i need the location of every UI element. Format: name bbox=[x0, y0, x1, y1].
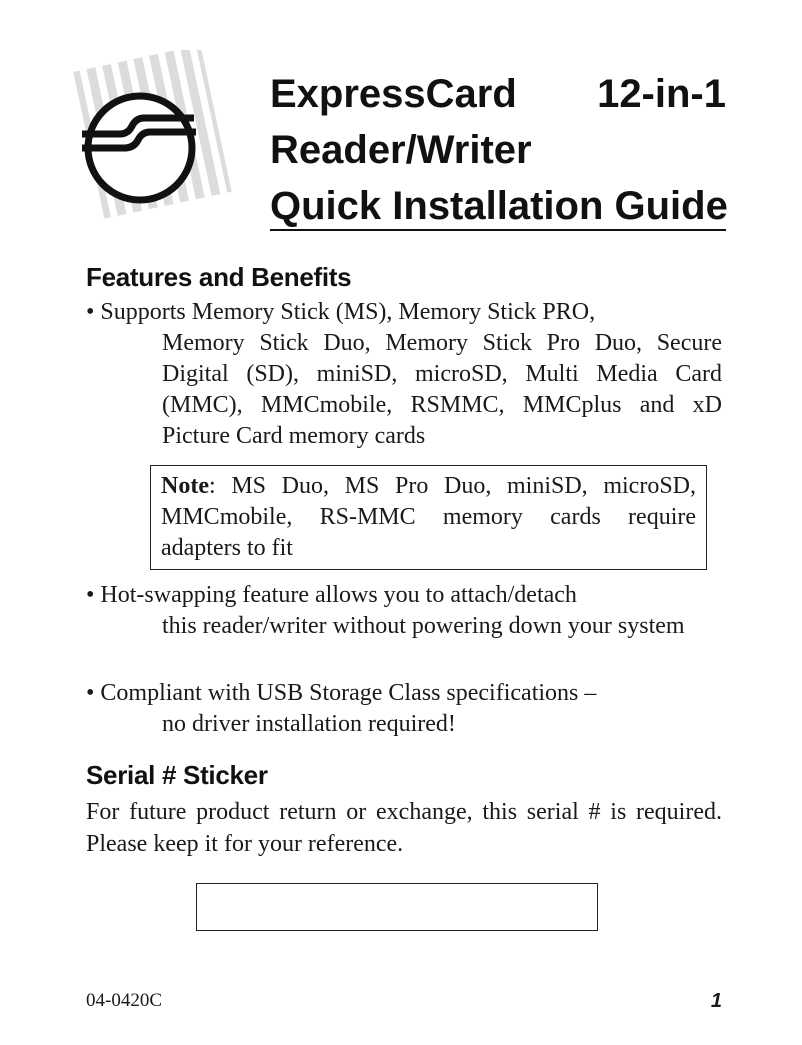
serial-sticker-box bbox=[196, 883, 598, 931]
feature-bullet-1-first-line: • Supports Memory Stick (MS), Memory Stick PRO, bbox=[86, 299, 596, 325]
feature-bullet-3-first-line: • Compliant with USB Storage Class specifications – bbox=[86, 680, 597, 706]
features-heading: Features and Benefits bbox=[86, 262, 352, 292]
title-line-1: ExpressCard 12-in-1 bbox=[270, 72, 726, 116]
feature-bullet-2 bbox=[86, 580, 722, 642]
title-block bbox=[270, 66, 726, 234]
note-box bbox=[150, 465, 707, 570]
serial-heading: Serial # Sticker bbox=[86, 760, 268, 790]
title-divider bbox=[270, 229, 726, 231]
note-label: Note bbox=[161, 473, 209, 499]
feature-bullet-2-first-line: • Hot-swapping feature allows you to attach/detach bbox=[86, 582, 577, 608]
page-number: 1 bbox=[710, 990, 722, 1012]
feature-bullet-3 bbox=[86, 678, 722, 740]
feature-bullet-1-continuation: Memory Stick Duo, Memory Stick Pro Duo, Secure Digital (SD), miniSD, microSD, Multi Media Card (MMC), MMCmobile, RSMMC, MMCplus and xD Picture Card memory cards bbox=[162, 330, 722, 449]
title-line-2: Reader/Writer bbox=[270, 128, 532, 172]
title-line-3: Quick Installation Guide bbox=[270, 184, 728, 228]
serial-paragraph: For future product return or exchange, this serial # is required. Please keep it for your reference. bbox=[86, 799, 722, 857]
feature-bullet-2-continuation: this reader/writer without powering down your system bbox=[162, 613, 685, 639]
note-text: : MS Duo, MS Pro Duo, miniSD, microSD, MMCmobile, RS-MMC memory cards require adapters to fit bbox=[161, 473, 696, 561]
document-code: 04-0420C bbox=[86, 990, 162, 1011]
siig-logo-icon bbox=[62, 50, 232, 220]
feature-bullet-1 bbox=[86, 297, 722, 452]
feature-bullet-3-continuation: no driver installation required! bbox=[162, 711, 456, 737]
